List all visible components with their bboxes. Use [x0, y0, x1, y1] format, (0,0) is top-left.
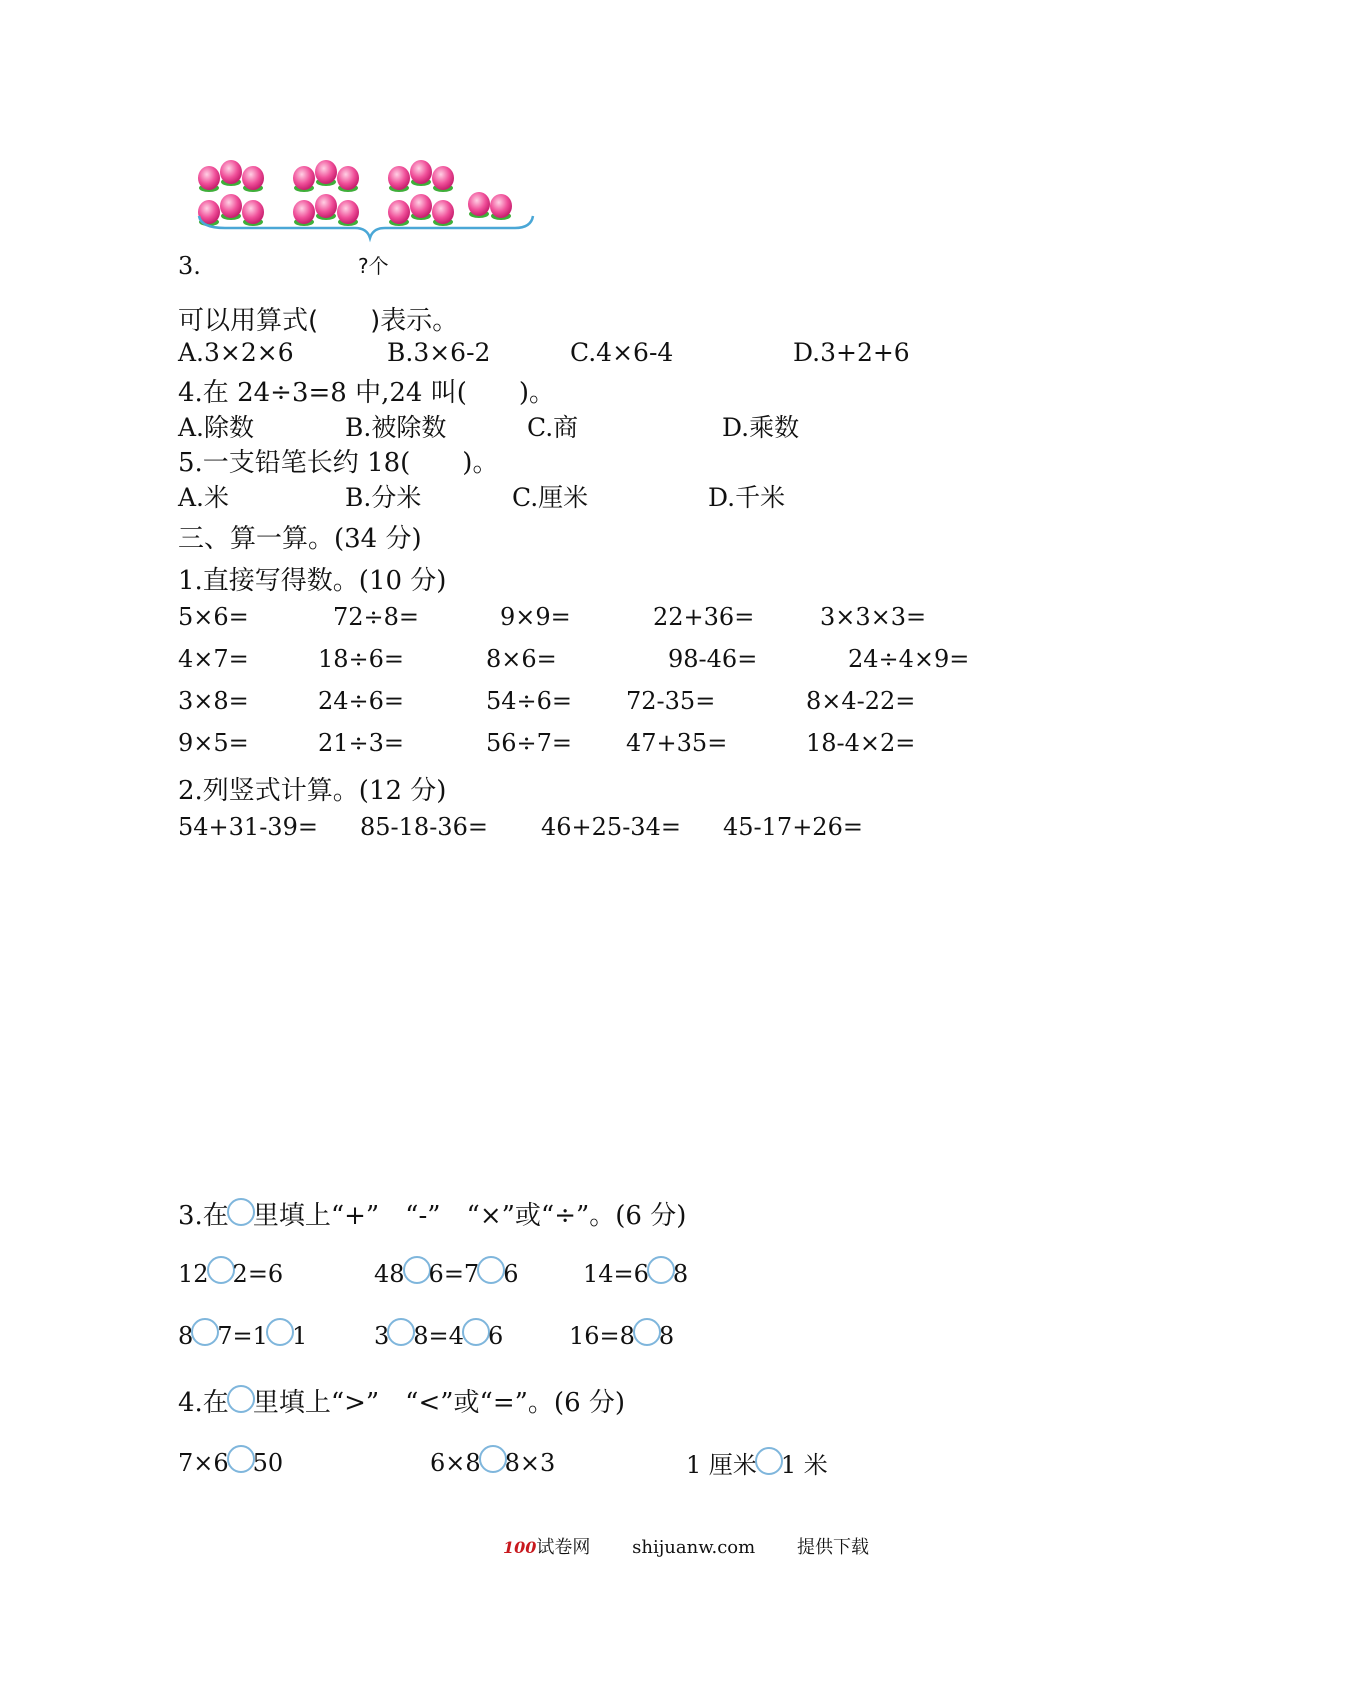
operand: 8 — [672, 1260, 689, 1288]
peach-illustration — [195, 150, 535, 250]
direct-r4-c4: 47+35= — [626, 729, 728, 757]
peach — [388, 166, 410, 190]
peach — [242, 200, 264, 224]
part4-title — [178, 1382, 625, 1419]
answer-circle[interactable] — [479, 1445, 507, 1473]
operand: 1 厘米 — [686, 1451, 757, 1479]
part4-item-3 — [686, 1445, 828, 1480]
direct-r3-c5: 8×4-22= — [806, 687, 916, 715]
q3-number: 3. — [178, 252, 201, 280]
q3-stem: 可以用算式( )表示。 — [178, 306, 459, 336]
direct-r4-c3: 56÷7= — [486, 729, 573, 757]
answer-circle[interactable] — [387, 1318, 415, 1346]
direct-r2-c2: 18÷6= — [318, 645, 405, 673]
peach — [220, 160, 242, 184]
answer-circle[interactable] — [462, 1318, 490, 1346]
q3-option-c: C.4×6-4 — [570, 338, 674, 367]
site-logo: 100 — [503, 1538, 537, 1557]
part3-item-3 — [583, 1256, 688, 1288]
footer-note: 提供下载 — [796, 1537, 869, 1558]
operand: 2=6 — [232, 1260, 284, 1288]
q5-option-d: D.千米 — [708, 483, 786, 512]
part3-title-prefix: 3.在 — [178, 1201, 229, 1231]
part3-item-1 — [178, 1256, 283, 1288]
part3-item-4 — [178, 1318, 307, 1350]
peach — [388, 200, 410, 224]
vertical-3: 46+25-34= — [541, 813, 681, 841]
answer-circle[interactable] — [647, 1256, 675, 1284]
q5-option-b: B.分米 — [345, 483, 422, 512]
peach — [410, 194, 432, 218]
direct-r1-c4: 22+36= — [653, 603, 755, 631]
peach — [468, 192, 490, 216]
peach — [198, 166, 220, 190]
direct-r3-c1: 3×8= — [178, 687, 249, 715]
peach — [293, 166, 315, 190]
peach — [432, 200, 454, 224]
q4-option-d: D.乘数 — [722, 413, 800, 442]
direct-r1-c1: 5×6= — [178, 603, 249, 631]
peach — [315, 194, 337, 218]
part4-item-2 — [430, 1445, 555, 1477]
direct-r2-c1: 4×7= — [178, 645, 249, 673]
peach — [293, 200, 315, 224]
part3-title — [178, 1195, 686, 1232]
q4-option-b: B.被除数 — [345, 413, 447, 442]
answer-circle[interactable] — [191, 1318, 219, 1346]
q5-option-c: C.厘米 — [512, 483, 589, 512]
direct-r4-c2: 21÷3= — [318, 729, 405, 757]
direct-r3-c2: 24÷6= — [318, 687, 405, 715]
direct-r2-c3: 8×6= — [486, 645, 557, 673]
operand: 14=6 — [583, 1260, 649, 1288]
operand: 8×3 — [504, 1449, 556, 1477]
operand: 12 — [178, 1260, 209, 1288]
operand: 1 — [291, 1322, 308, 1350]
operand: 6 — [503, 1260, 519, 1288]
direct-r1-c5: 3×3×3= — [820, 603, 927, 631]
part4-title-suffix: 里填上“>” “<”或“=”。(6 分) — [252, 1388, 626, 1418]
operand: 8=4 — [413, 1322, 464, 1350]
q5-stem: 5.一支铅笔长约 18( )。 — [178, 448, 499, 478]
q5-option-a: A.米 — [178, 483, 230, 512]
operand: 7×6 — [178, 1449, 229, 1477]
operand: 6=7 — [428, 1260, 480, 1288]
q4-stem: 4.在 24÷3=8 中,24 叫( )。 — [178, 378, 555, 408]
q3-option-b: B.3×6-2 — [387, 338, 491, 367]
answer-circle[interactable] — [266, 1318, 294, 1346]
operand: 8 — [178, 1322, 194, 1350]
peach — [315, 160, 337, 184]
answer-circle-icon — [227, 1385, 255, 1413]
direct-r1-c3: 9×9= — [500, 603, 571, 631]
answer-circle[interactable] — [755, 1447, 783, 1475]
part3-item-2 — [374, 1256, 518, 1288]
peach — [432, 166, 454, 190]
part3-item-6 — [569, 1318, 674, 1350]
q4-option-a: A.除数 — [178, 413, 255, 442]
answer-circle[interactable] — [477, 1256, 505, 1284]
footer — [503, 1533, 869, 1559]
operand: 16=8 — [569, 1322, 635, 1350]
operand: 8 — [658, 1322, 675, 1350]
brace-label: ?个 — [358, 254, 389, 278]
part3-item-5 — [374, 1318, 503, 1350]
answer-circle[interactable] — [633, 1318, 661, 1346]
answer-circle[interactable] — [227, 1445, 255, 1473]
answer-circle[interactable] — [403, 1256, 431, 1284]
operand: 6 — [487, 1322, 504, 1350]
direct-r2-c5: 24÷4×9= — [848, 645, 970, 673]
direct-r3-c3: 54÷6= — [486, 687, 573, 715]
q3-option-d: D.3+2+6 — [793, 338, 910, 367]
part1-title: 1.直接写得数。(10 分) — [178, 566, 447, 596]
part3-title-suffix: 里填上“+” “-” “×”或“÷”。(6 分) — [252, 1201, 687, 1231]
operand: 6×8 — [430, 1449, 481, 1477]
direct-r3-c4: 72-35= — [626, 687, 716, 715]
direct-r1-c2: 72÷8= — [333, 603, 420, 631]
operand: 3 — [374, 1322, 390, 1350]
operand: 48 — [374, 1260, 405, 1288]
section3-title: 三、算一算。(34 分) — [178, 524, 422, 554]
q3-option-a: A.3×2×6 — [178, 338, 294, 367]
operand: 1 米 — [780, 1451, 828, 1479]
part4-title-prefix: 4.在 — [178, 1388, 229, 1418]
operand: 50 — [252, 1449, 284, 1477]
peach — [220, 194, 242, 218]
footer-brand: 试卷网 — [536, 1537, 591, 1558]
footer-domain[interactable]: shijuanw.com — [632, 1537, 756, 1558]
direct-r2-c4: 98-46= — [668, 645, 758, 673]
part2-title: 2.列竖式计算。(12 分) — [178, 776, 447, 806]
peach — [337, 200, 359, 224]
vertical-1: 54+31-39= — [178, 813, 318, 841]
peach — [242, 166, 264, 190]
direct-r4-c5: 18-4×2= — [806, 729, 916, 757]
peach — [410, 160, 432, 184]
direct-r4-c1: 9×5= — [178, 729, 249, 757]
q4-option-c: C.商 — [527, 413, 579, 442]
part4-item-1 — [178, 1445, 283, 1477]
vertical-4: 45-17+26= — [723, 813, 863, 841]
answer-circle-icon — [227, 1198, 255, 1226]
answer-circle[interactable] — [207, 1256, 235, 1284]
peach — [337, 166, 359, 190]
vertical-2: 85-18-36= — [360, 813, 488, 841]
operand: 7=1 — [217, 1322, 268, 1350]
peach — [490, 194, 512, 218]
